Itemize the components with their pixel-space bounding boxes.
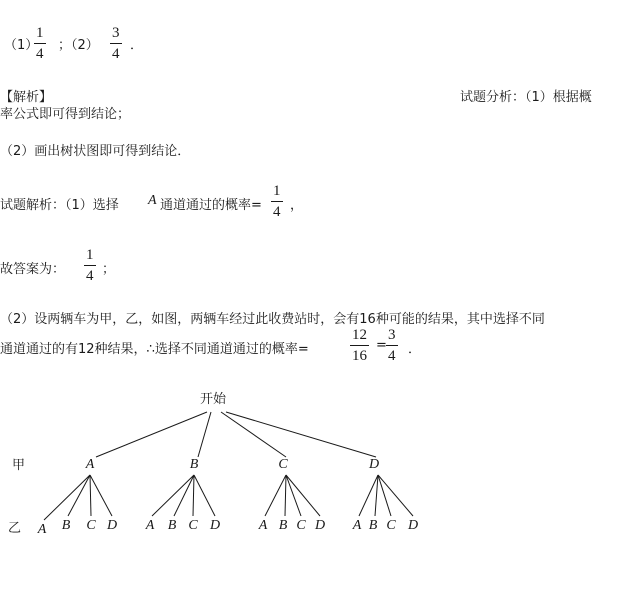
solution-part2-end: ．: [408, 342, 422, 357]
tree-node-level2-D-C: C: [386, 518, 396, 533]
tree-branch-3-3: [378, 475, 413, 516]
tree-branch-0-3: [90, 475, 112, 516]
analysis-line-2: 率公式即可得到结论；: [0, 107, 131, 122]
tree-branch-root-0: [96, 412, 207, 457]
tree-node-level2-A-B: B: [61, 518, 71, 533]
tree-branch-2-0: [265, 475, 286, 516]
fraction-denominator: 16: [352, 348, 367, 364]
tree-node-level2-C-A: A: [258, 518, 268, 533]
tree-branch-root-1: [198, 412, 211, 457]
tree-node-level2-B-B: B: [167, 518, 177, 533]
answer-separator: ；（2）: [58, 38, 99, 53]
tree-node-level2-D-B: B: [368, 518, 378, 533]
answer-end: ．: [130, 38, 144, 53]
tree-branch-1-3: [194, 475, 215, 516]
tree-branch-1-1: [174, 475, 194, 516]
tree-node-level2-D-D: D: [407, 518, 419, 533]
tree-node-level2-A-C: C: [86, 518, 96, 533]
tree-node-level1-B: B: [189, 457, 199, 472]
fraction-numerator: 1: [34, 26, 46, 44]
fraction-denominator: 4: [388, 348, 396, 364]
fraction-denominator: 4: [36, 46, 44, 62]
tree-branch-root-2: [221, 412, 286, 457]
fraction-denominator: 4: [273, 204, 281, 220]
solution-part2-line1: （2）设两辆车为甲，乙，如图，两辆车经过此收费站时，会有16种可能的结果，其中选择不同: [0, 312, 545, 327]
analysis-right-text: 试题分析：（1）根据概: [460, 90, 592, 105]
tree-nodes: [37, 457, 418, 537]
tree-node-level2-B-D: D: [209, 518, 221, 533]
tree-node-level2-C-B: B: [278, 518, 288, 533]
solution-part2-line2: 通道通过的有12种结果，∴选择不同通道通过的概率=: [0, 342, 309, 357]
tree-node-level2-A-A: A: [37, 522, 47, 537]
tree-root: 开始: [200, 392, 227, 407]
tree-branch-root-3: [226, 412, 376, 457]
solution-line1-var: A: [148, 193, 157, 208]
fraction-denominator: 4: [112, 46, 120, 62]
fraction-numerator: 3: [386, 328, 398, 346]
solution-line1-mid: 通道通过的概率=: [160, 198, 262, 213]
solution-line1-end: ，: [290, 198, 304, 213]
tree-branch-0-1: [68, 475, 90, 516]
tree-node-level2-B-C: C: [188, 518, 198, 533]
fraction-numerator: 12: [350, 328, 369, 346]
tree-node-level2-B-A: A: [145, 518, 155, 533]
solution-answer-end: ；: [102, 262, 116, 277]
tree-node-level2-D-A: A: [352, 518, 362, 533]
fraction-denominator: 4: [86, 268, 94, 284]
fraction-numerator: 3: [110, 26, 122, 44]
answer-part1-label: （1）: [4, 38, 39, 53]
tree-branch-1-2: [193, 475, 194, 516]
fraction-numerator: 1: [84, 248, 96, 266]
solution-part2-equals: =: [376, 338, 387, 353]
tree-node-level1-A: A: [85, 457, 95, 472]
tree-node-level1-C: C: [278, 457, 288, 472]
tree-branch-1-0: [152, 475, 194, 516]
fraction-numerator: 1: [271, 184, 283, 202]
tree-branch-2-2: [286, 475, 301, 516]
analysis-heading: 【解析】: [0, 90, 53, 105]
analysis-line-3: （2）画出树状图即可得到结论．: [0, 144, 191, 159]
tree-node-level2-C-C: C: [296, 518, 306, 533]
tree-branches: [44, 412, 413, 520]
tree-node-level2-C-D: D: [314, 518, 326, 533]
tree-row-label-jia: 甲: [12, 458, 26, 473]
solution-line1-prefix: 试题解析：（1）选择: [0, 198, 119, 213]
tree-branch-2-1: [285, 475, 286, 516]
tree-row-label-yi: 乙: [8, 521, 22, 536]
tree-branch-2-3: [286, 475, 320, 516]
tree-branch-0-2: [90, 475, 91, 516]
tree-branch-3-2: [378, 475, 391, 516]
tree-node-level1-D: D: [368, 457, 380, 472]
solution-answer-prefix: 故答案为：: [0, 262, 66, 277]
tree-node-level2-A-D: D: [106, 518, 118, 533]
tree-branch-0-0: [44, 475, 90, 520]
